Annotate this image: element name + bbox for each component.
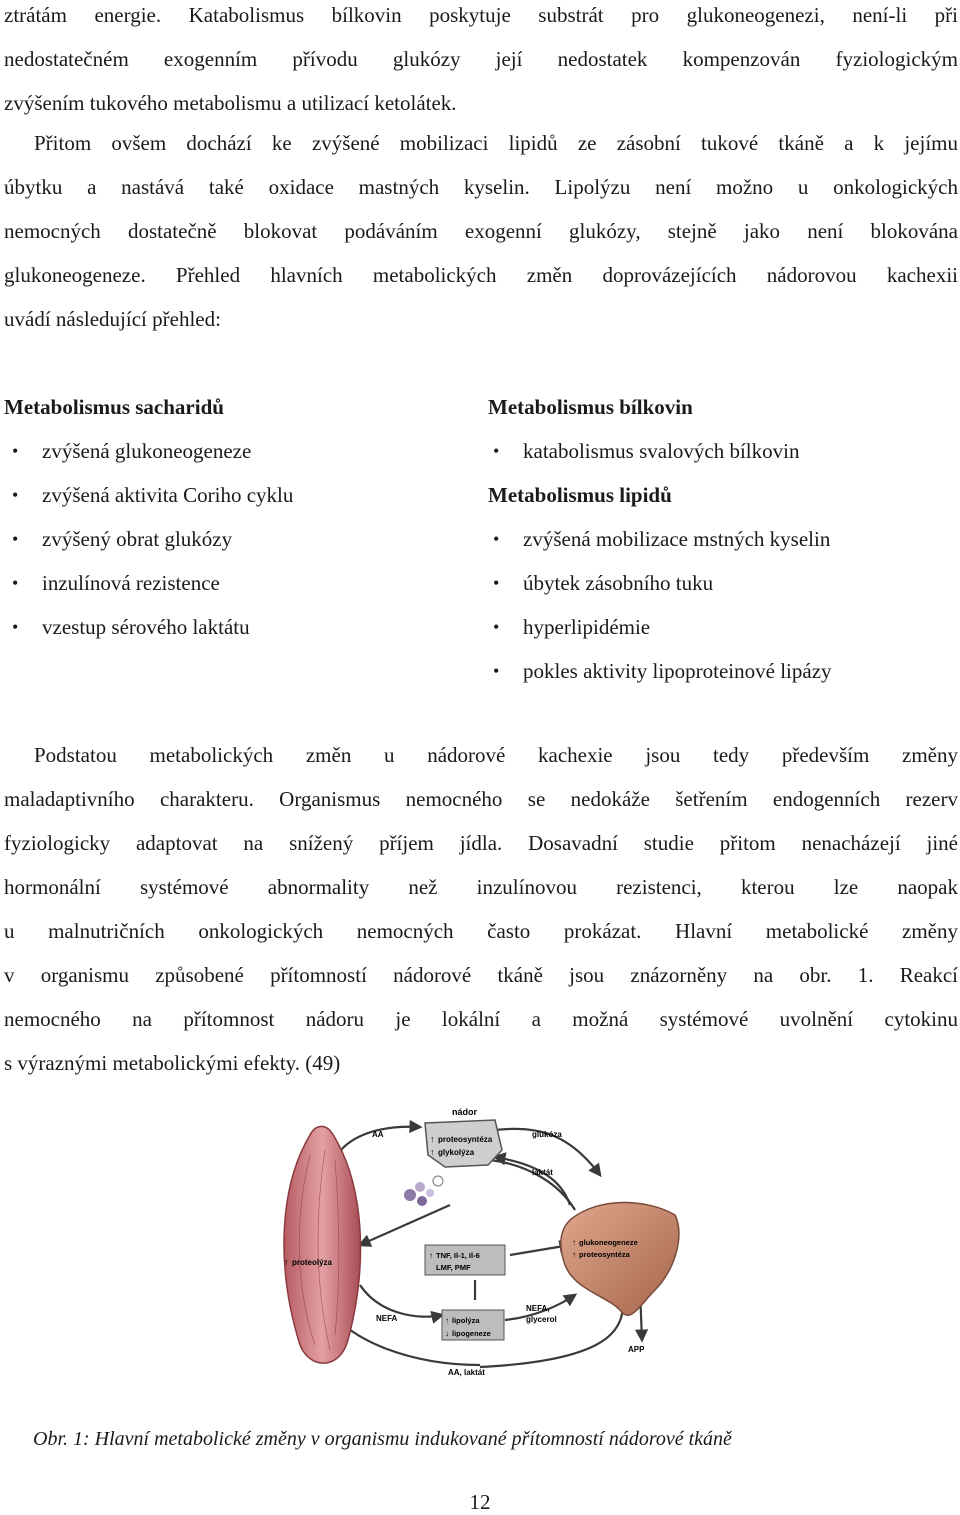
text-line: Podstatou metabolických změn u nádorové kachexie jsou tedy především změny bbox=[34, 743, 958, 767]
text-line: nemocných dostatečně blokovat podáváním exogenní glukózy, stejně jako není blokována bbox=[4, 219, 958, 243]
text-line: maladaptivního charakteru. Organismus nemocného se nedokáže šetřením endogenních rezerv bbox=[4, 787, 958, 811]
list-item: • vzestup sérového laktátu bbox=[4, 612, 464, 656]
muscle-shape bbox=[284, 1126, 361, 1363]
protein-lipid-metabolism-list bbox=[485, 392, 955, 700]
tumor-proteosynthesis-label: proteosyntéza bbox=[438, 1135, 493, 1144]
app-label: APP bbox=[628, 1345, 645, 1354]
up-arrow-icon: ↑ bbox=[430, 1147, 435, 1157]
list-item: • pokles aktivity lipoproteinové lipázy bbox=[485, 656, 955, 700]
liver-proteosynthesis-label: proteosyntéza bbox=[579, 1250, 630, 1259]
up-arrow-icon: ↑ bbox=[430, 1134, 435, 1144]
page-number: 12 bbox=[469, 1490, 491, 1514]
text-line: v organismu způsobené přítomností nádorové tkáně jsou znázorněny na obr. 1. Reakcí bbox=[4, 963, 958, 987]
intro-paragraph bbox=[4, 0, 958, 132]
lactate-label: laktát bbox=[532, 1168, 553, 1177]
list-item: • zvýšený obrat glukózy bbox=[4, 524, 464, 568]
aa-top-label: AA bbox=[372, 1130, 384, 1139]
conclusion-paragraph bbox=[4, 740, 958, 1092]
down-arrow-icon: ↓ bbox=[445, 1329, 449, 1338]
aa-lactate-label: AA, laktát bbox=[448, 1368, 485, 1377]
list-item: • katabolismus svalových bílkovin bbox=[485, 436, 955, 480]
list-item: • inzulínová rezistence bbox=[4, 568, 464, 612]
text-line: s výraznými metabolickými efekty. (49) bbox=[4, 1051, 341, 1075]
bullet-icon: • bbox=[12, 485, 19, 505]
gluconeogenesis-label: glukoneogeneze bbox=[579, 1238, 638, 1247]
glycerol-label: glycerol bbox=[526, 1315, 557, 1324]
bullet-icon: • bbox=[493, 617, 500, 637]
text-line: uvádí následující přehled: bbox=[4, 307, 221, 331]
text-line: ztrátám energie. Katabolismus bílkovin poskytuje substrát pro glukoneogenezi, není-li při bbox=[4, 3, 958, 27]
glucose-label: glukóza bbox=[532, 1130, 562, 1139]
up-arrow-icon: ↑ bbox=[572, 1250, 576, 1259]
text-line: glukoneogeneze. Přehled hlavních metabolických změn doprovázejících nádorovou kachexii bbox=[4, 263, 958, 287]
list-item: • zvýšená mobilizace mstných kyselin bbox=[485, 524, 955, 568]
carbohydrate-heading: Metabolismus sacharidů bbox=[4, 395, 224, 419]
carbohydrate-metabolism-list bbox=[4, 392, 464, 656]
tumor-label: nádor bbox=[452, 1107, 478, 1117]
nefa-left-label: NEFA bbox=[376, 1314, 398, 1323]
text-line: nemocného na přítomnost nádoru je lokální a možná systémové uvolnění cytokinu bbox=[4, 1007, 958, 1031]
list-item: • úbytek zásobního tuku bbox=[485, 568, 955, 612]
text-line: hormonální systémové abnormality než inzulínovou rezistenci, kterou lze naopak bbox=[4, 875, 958, 899]
lipogenesis-label: lipogeneze bbox=[452, 1329, 491, 1338]
lipid-heading: Metabolismus lipidů bbox=[488, 483, 672, 507]
up-arrow-icon: ↑ bbox=[445, 1316, 449, 1325]
text-line: zvýšením tukového metabolismu a utilizací ketolátek. bbox=[4, 91, 457, 115]
bullet-icon: • bbox=[12, 441, 19, 461]
second-paragraph bbox=[4, 128, 958, 348]
muscle-up-arrow-icon: ↑ bbox=[284, 1257, 289, 1267]
text-line: nedostatečném exogenním přívodu glukózy její nedostatek kompenzován fyziologickým bbox=[4, 47, 958, 71]
bullet-icon: • bbox=[12, 573, 19, 593]
bullet-icon: • bbox=[493, 529, 500, 549]
list-item: • zvýšená aktivita Coriho cyklu bbox=[4, 480, 464, 524]
list-item: • hyperlipidémie bbox=[485, 612, 955, 656]
bullet-icon: • bbox=[12, 529, 19, 549]
lipolysis-label: lipolýza bbox=[452, 1316, 480, 1325]
text-line: fyziologicky adaptovat na snížený příjem jídla. Dosavadní studie přitom nenacházejí jiné bbox=[4, 831, 958, 855]
tumor-glycolysis-label: glykolýza bbox=[438, 1148, 475, 1157]
metabolic-diagram bbox=[270, 1095, 690, 1380]
cytokine-line-2: LMF, PMF bbox=[436, 1263, 471, 1272]
figure-caption: Obr. 1: Hlavní metabolické změny v organismu indukované přítomností nádorové tkáně bbox=[33, 1428, 732, 1450]
immune-cells bbox=[404, 1176, 443, 1206]
bullet-icon: • bbox=[493, 661, 500, 681]
bullet-icon: • bbox=[493, 573, 500, 593]
nefa-right-label: NEFA, bbox=[526, 1304, 550, 1313]
text-line: Přitom ovšem dochází ke zvýšené mobilizaci lipidů ze zásobní tukové tkáně a k jejímu bbox=[34, 131, 958, 155]
text-line: úbytku a nastává také oxidace mastných kyselin. Lipolýzu není možno u onkologických bbox=[4, 175, 958, 199]
bullet-icon: • bbox=[12, 617, 19, 637]
up-arrow-icon: ↑ bbox=[572, 1238, 576, 1247]
muscle-proteolysis-label: proteolýza bbox=[292, 1258, 333, 1267]
protein-heading: Metabolismus bílkovin bbox=[488, 395, 693, 419]
cytokine-line-1: TNF, Il-1, Il-6 bbox=[436, 1251, 480, 1260]
text-line: u malnutričních onkologických nemocných často prokázat. Hlavní metabolické změny bbox=[4, 919, 958, 943]
bullet-icon: • bbox=[493, 441, 500, 461]
up-arrow-icon: ↑ bbox=[429, 1251, 433, 1260]
list-item: • zvýšená glukoneogeneze bbox=[4, 436, 464, 480]
